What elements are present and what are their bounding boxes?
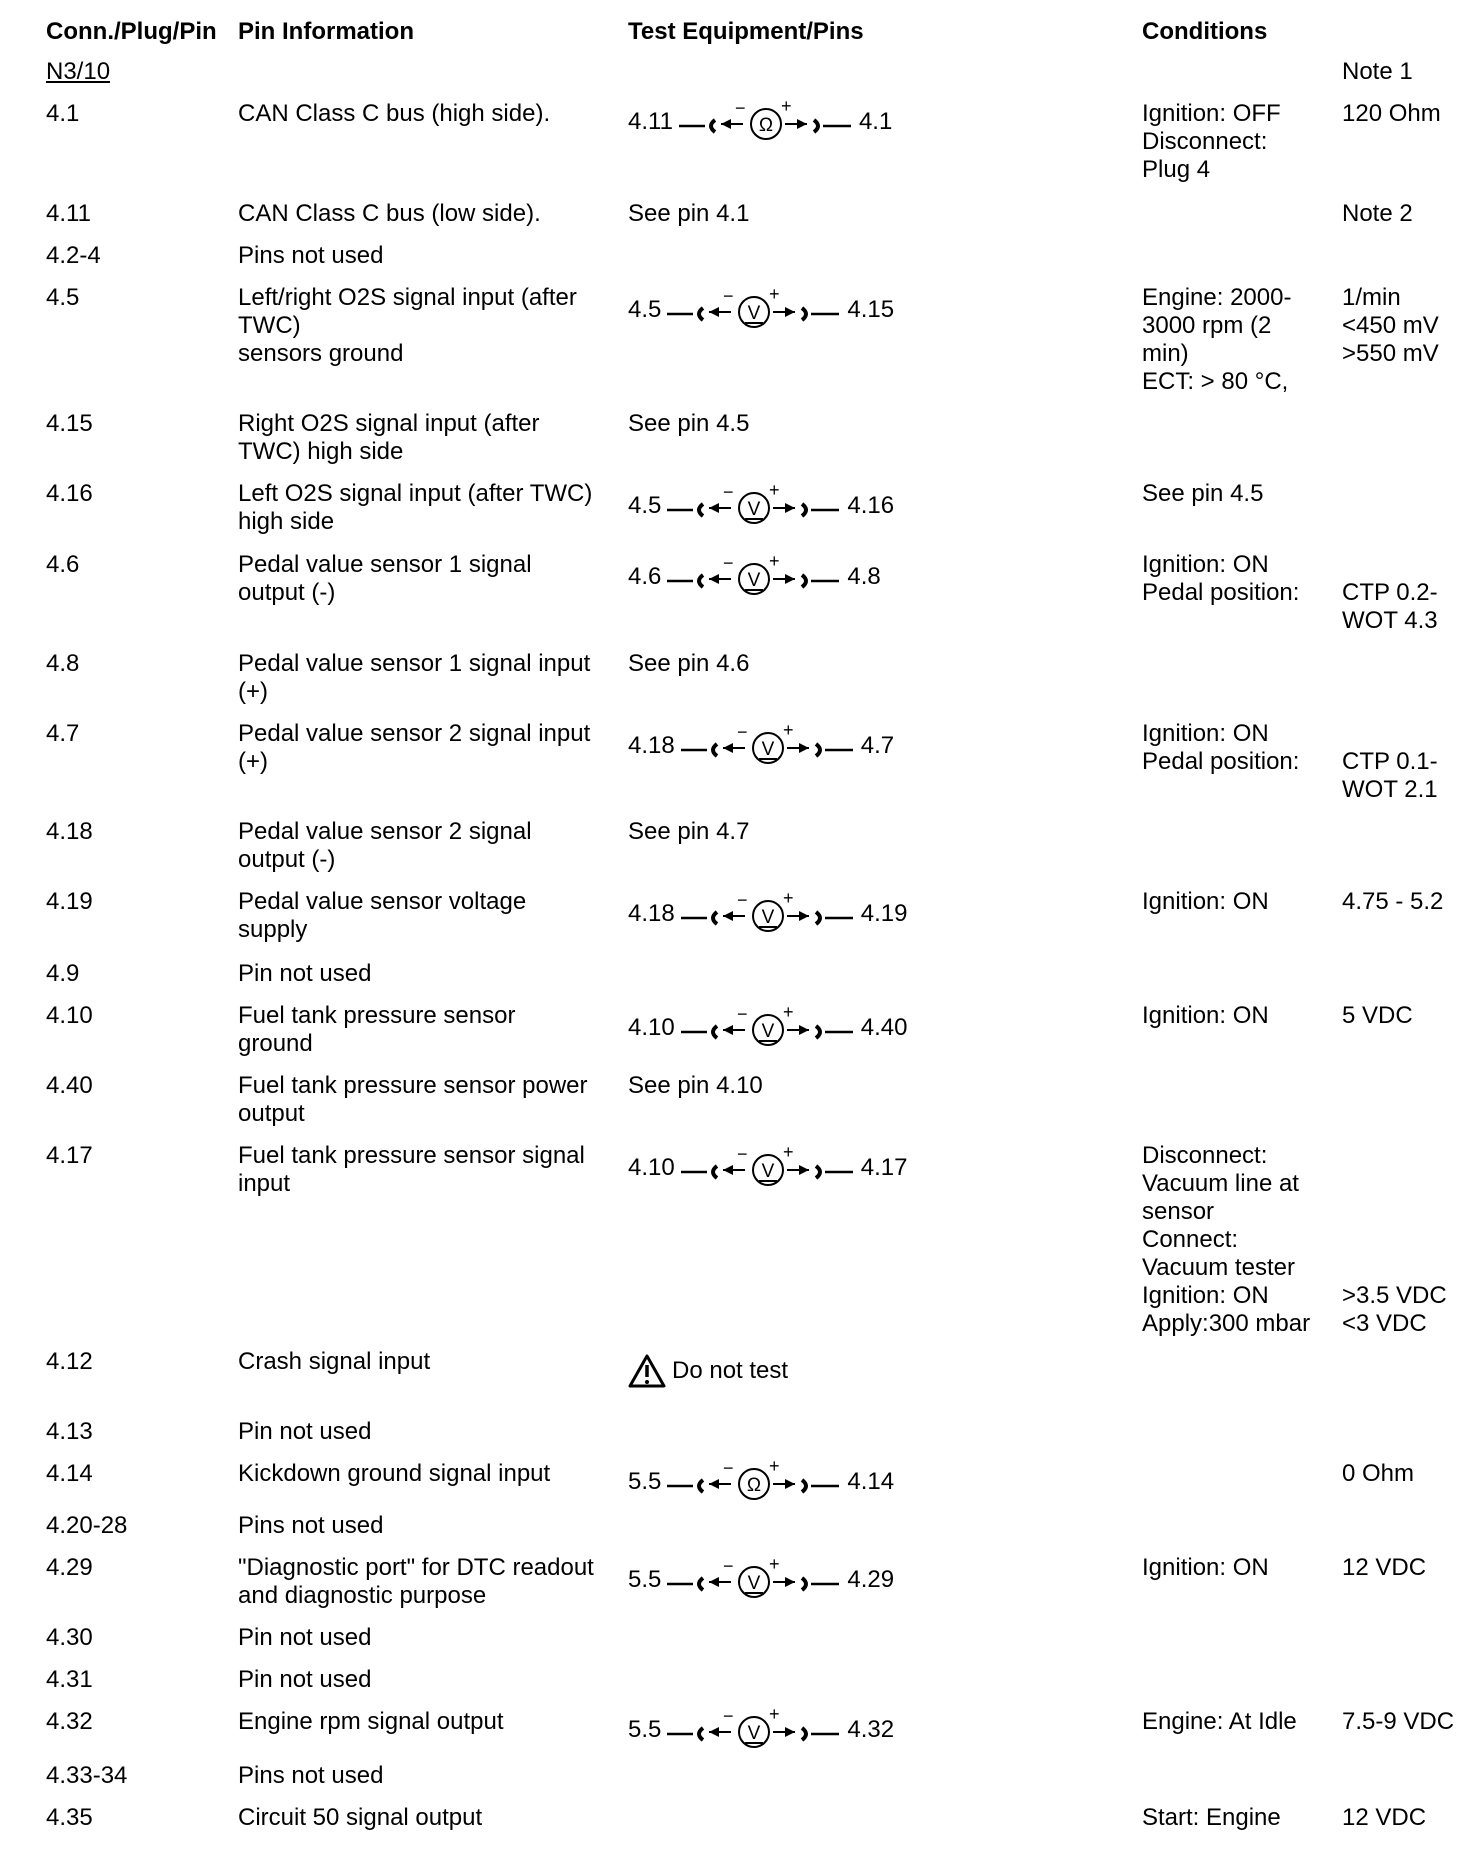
- pin-number: 4.18: [46, 818, 93, 845]
- test-meter-connection: [628, 892, 907, 936]
- meter-from-pin: 4.11: [628, 108, 673, 135]
- svg-text:−: −: [723, 555, 734, 573]
- test-conditions-line: Ignition: ON: [1142, 1002, 1269, 1029]
- pin-info: [238, 888, 526, 944]
- expected-value: [1342, 551, 1438, 635]
- meter-to-pin: 4.17: [860, 1154, 908, 1181]
- svg-text:+: +: [769, 288, 780, 304]
- expected-value-line: 7.5-9 VDC: [1342, 1708, 1455, 1735]
- test-conditions: [1142, 1708, 1297, 1736]
- test-conditions: [1142, 480, 1263, 508]
- meter-from-pin: 5.5: [628, 1716, 662, 1743]
- pin-info-line: "Diagnostic port" for DTC readout: [238, 1554, 594, 1581]
- pin-number: 4.7: [46, 720, 80, 747]
- pin-number: 4.13: [46, 1418, 93, 1445]
- pin-number: 4.33-34: [46, 1762, 128, 1789]
- pin-info: [238, 818, 532, 874]
- meter-from-pin: 4.6: [628, 563, 662, 590]
- pin-info-line: Pins not used: [238, 1762, 384, 1789]
- pin-info-line: Pin not used: [238, 1418, 372, 1445]
- voltmeter-icon: [679, 724, 857, 768]
- svg-text:+: +: [769, 555, 780, 571]
- test-meter-connection: [628, 1558, 894, 1602]
- svg-text:V: V: [761, 1161, 775, 1182]
- expected-value: [1342, 1804, 1426, 1832]
- test-conditions-line: sensor: [1142, 1198, 1215, 1225]
- expected-value: [1342, 720, 1438, 804]
- expected-value-line: <450 mV: [1342, 312, 1439, 339]
- pin-info: [238, 1804, 482, 1832]
- pin-number: 4.1: [46, 100, 80, 127]
- expected-value-line: <3 VDC: [1342, 1310, 1427, 1337]
- svg-text:+: +: [769, 1708, 780, 1724]
- meter-to-pin: 4.7: [860, 732, 895, 759]
- svg-text:−: −: [723, 1708, 734, 1726]
- test-conditions-line: Ignition: ON: [1142, 1554, 1269, 1581]
- svg-text:V: V: [761, 907, 775, 928]
- test-conditions: [1142, 720, 1299, 776]
- warning-icon: [628, 1354, 666, 1388]
- pin-info-line: Pins not used: [238, 1512, 384, 1539]
- test-meter-connection: [628, 555, 881, 599]
- pin-info: [238, 1708, 504, 1736]
- pin-info-line: CAN Class C bus (high side).: [238, 100, 551, 127]
- test-conditions-line: Ignition: OFF: [1142, 100, 1281, 127]
- meter-from-pin: 4.18: [628, 900, 675, 927]
- test-conditions-line: Pedal position:: [1142, 579, 1300, 606]
- pin-info: [238, 100, 550, 128]
- test-meter-connection: [628, 1146, 907, 1190]
- pin-number: 4.2-4: [46, 242, 101, 269]
- pin-number: 4.32: [46, 1708, 93, 1735]
- svg-text:Ω: Ω: [747, 1475, 762, 1496]
- test-conditions-line: Engine: 2000-: [1142, 284, 1292, 311]
- connector-label: N3/10: [46, 58, 111, 85]
- voltmeter-icon: [665, 1558, 843, 1602]
- pin-info-line: sensors ground: [238, 340, 404, 367]
- meter-to-pin: 4.40: [860, 1014, 908, 1041]
- test-conditions-line: Vacuum tester: [1142, 1254, 1295, 1281]
- svg-text:−: −: [736, 892, 748, 910]
- expected-value: [1342, 1708, 1454, 1736]
- meter-from-pin: 5.5: [628, 1566, 662, 1593]
- expected-value: [1342, 200, 1413, 228]
- meter-to-pin: 4.8: [847, 563, 881, 590]
- pin-info-line: output (-): [238, 579, 336, 606]
- expected-value-line: [1342, 1254, 1447, 1282]
- do-not-test-warning: [628, 1354, 788, 1388]
- column-header-test-equipment: Test Equipment/Pins: [628, 18, 864, 45]
- svg-text:−: −: [723, 484, 734, 502]
- expected-value-line: [1342, 551, 1438, 579]
- pin-info: [238, 1002, 515, 1058]
- test-conditions: [1142, 1554, 1269, 1582]
- test-meter-connection: [628, 484, 894, 528]
- test-conditions-line: Ignition: ON: [1142, 720, 1269, 747]
- test-meter-connection: [628, 1708, 894, 1752]
- test-conditions: [1142, 551, 1299, 607]
- pin-number: 4.5: [46, 284, 80, 311]
- svg-text:V: V: [748, 1573, 761, 1594]
- pin-info-line: Kickdown ground signal input: [238, 1460, 551, 1487]
- warning-text: Do not test: [672, 1357, 789, 1384]
- pin-info: [238, 960, 371, 988]
- test-conditions: [1142, 1142, 1310, 1338]
- test-conditions: [1142, 1804, 1281, 1832]
- svg-text:+: +: [782, 724, 794, 740]
- expected-value-line: [1342, 1142, 1447, 1170]
- equipment-reference: See pin 4.7: [628, 818, 750, 845]
- meter-from-pin: 4.10: [628, 1154, 675, 1181]
- expected-value: [1342, 284, 1439, 368]
- pin-info: [238, 1348, 430, 1376]
- pin-info: [238, 1418, 371, 1446]
- svg-text:Ω: Ω: [758, 115, 774, 136]
- pin-number: 4.8: [46, 650, 80, 677]
- pin-info: [238, 720, 590, 776]
- pin-info-line: Pin not used: [238, 1624, 372, 1651]
- expected-value-line: WOT 4.3: [1342, 607, 1438, 634]
- test-conditions-line: Start: Engine: [1142, 1804, 1281, 1831]
- pin-info-line: Crash signal input: [238, 1348, 431, 1375]
- test-conditions-line: Apply:300 mbar: [1142, 1310, 1311, 1337]
- voltmeter-icon: [665, 484, 843, 528]
- pin-info-line: TWC) high side: [238, 438, 404, 465]
- meter-to-pin: 4.15: [847, 296, 895, 323]
- pin-info-line: TWC): [238, 312, 301, 339]
- equipment-reference: See pin 4.1: [628, 200, 750, 227]
- svg-text:−: −: [723, 1460, 734, 1478]
- pin-info-line: Pins not used: [238, 242, 384, 269]
- voltmeter-icon: [665, 288, 843, 332]
- svg-text:V: V: [748, 1723, 761, 1744]
- test-conditions-line: 3000 rpm (2: [1142, 312, 1272, 339]
- expected-value-line: [1342, 1170, 1447, 1198]
- svg-text:V: V: [748, 499, 761, 520]
- test-conditions-line: Plug 4: [1142, 156, 1211, 183]
- column-header-pin: Conn./Plug/Pin: [46, 18, 217, 45]
- expected-value: [1342, 888, 1443, 916]
- pin-info-line: output: [238, 1100, 305, 1127]
- svg-text:V: V: [761, 1021, 775, 1042]
- test-meter-connection: [628, 1460, 894, 1504]
- pin-number: 4.15: [46, 410, 93, 437]
- pin-number: 4.16: [46, 480, 93, 507]
- expected-value: [1342, 1554, 1426, 1582]
- pin-info-line: supply: [238, 916, 308, 943]
- meter-to-pin: 4.1: [858, 108, 893, 135]
- pin-info-line: Pin not used: [238, 960, 372, 987]
- pin-info: [238, 480, 592, 536]
- pin-info: [238, 1554, 594, 1610]
- test-conditions: [1142, 1002, 1269, 1030]
- expected-value-line: 1/min: [1342, 284, 1401, 311]
- pin-info-line: Pedal value sensor 2 signal: [238, 818, 532, 845]
- svg-text:−: −: [736, 724, 748, 742]
- expected-value-line: 5 VDC: [1342, 1002, 1413, 1029]
- test-conditions-line: ECT: > 80 °C,: [1142, 368, 1289, 395]
- pin-info: [238, 410, 540, 466]
- expected-value-line: [1342, 1226, 1447, 1254]
- meter-from-pin: 4.5: [628, 296, 662, 323]
- test-conditions: [1142, 888, 1269, 916]
- pin-number: 4.20-28: [46, 1512, 128, 1539]
- svg-text:−: −: [723, 288, 734, 306]
- voltmeter-icon: [679, 892, 857, 936]
- meter-to-pin: 4.32: [847, 1716, 895, 1743]
- svg-text:−: −: [723, 1558, 734, 1576]
- svg-text:V: V: [761, 739, 775, 760]
- pin-info: [238, 650, 590, 706]
- test-conditions-line: Ignition: ON: [1142, 888, 1269, 915]
- expected-value-line: 12 VDC: [1342, 1554, 1427, 1581]
- meter-to-pin: 4.14: [847, 1468, 895, 1495]
- test-conditions-line: Vacuum line at: [1142, 1170, 1299, 1197]
- pin-info-line: output (-): [238, 846, 336, 873]
- pin-info-line: Fuel tank pressure sensor signal: [238, 1142, 585, 1169]
- svg-text:+: +: [769, 484, 780, 500]
- expected-value-line: WOT 2.1: [1342, 776, 1438, 803]
- pin-info-line: Right O2S signal input (after: [238, 410, 540, 437]
- meter-from-pin: 4.10: [628, 1014, 675, 1041]
- pin-number: 4.29: [46, 1554, 93, 1581]
- expected-value-line: 120 Ohm: [1342, 100, 1441, 127]
- pin-number: 4.9: [46, 960, 80, 987]
- pin-info: [238, 1142, 585, 1198]
- pin-info-line: Pedal value sensor 1 signal input: [238, 650, 591, 677]
- expected-value-line: 4.75 - 5.2: [1342, 888, 1444, 915]
- pin-info: [238, 1666, 371, 1694]
- test-conditions-line: Disconnect:: [1142, 1142, 1268, 1169]
- pin-info-line: Pin not used: [238, 1666, 372, 1693]
- svg-text:+: +: [782, 1146, 794, 1162]
- pin-number: 4.14: [46, 1460, 93, 1487]
- pin-number: 4.6: [46, 551, 80, 578]
- expected-value-line: [1342, 1198, 1447, 1226]
- test-conditions-line: Disconnect:: [1142, 128, 1268, 155]
- svg-text:V: V: [748, 303, 761, 324]
- pin-number: 4.11: [46, 200, 91, 227]
- pin-number: 4.17: [46, 1142, 93, 1169]
- svg-text:+: +: [782, 892, 794, 908]
- svg-text:V: V: [748, 570, 761, 591]
- meter-to-pin: 4.29: [847, 1566, 895, 1593]
- meter-to-pin: 4.16: [847, 492, 895, 519]
- column-header-conditions: Conditions: [1142, 18, 1268, 45]
- svg-text:−: −: [734, 100, 746, 118]
- voltmeter-icon: [665, 555, 843, 599]
- expected-value-line: 12 VDC: [1342, 1804, 1427, 1831]
- voltmeter-icon: [665, 1708, 843, 1752]
- voltmeter-icon: [679, 1146, 857, 1190]
- pin-info: [238, 1512, 383, 1540]
- pin-number: 4.10: [46, 1002, 93, 1029]
- expected-value-line: Note 2: [1342, 200, 1413, 227]
- pin-info-line: Engine rpm signal output: [238, 1708, 504, 1735]
- svg-text:−: −: [736, 1006, 748, 1024]
- equipment-reference: See pin 4.5: [628, 410, 750, 437]
- pin-info-line: Pedal value sensor 2 signal input: [238, 720, 591, 747]
- pin-info-line: input: [238, 1170, 291, 1197]
- pin-info-line: Left O2S signal input (after TWC): [238, 480, 593, 507]
- pin-info-line: Circuit 50 signal output: [238, 1804, 483, 1831]
- meter-from-pin: 4.18: [628, 732, 675, 759]
- svg-text:−: −: [736, 1146, 748, 1164]
- test-conditions-line: Connect:: [1142, 1226, 1239, 1253]
- pin-info: [238, 1762, 383, 1790]
- voltmeter-icon: [679, 1006, 857, 1050]
- pin-number: 4.12: [46, 1348, 93, 1375]
- test-conditions-line: Ignition: ON: [1142, 551, 1269, 578]
- svg-text:+: +: [780, 100, 792, 116]
- ohmmeter-icon: [677, 100, 855, 144]
- test-meter-connection: [628, 288, 894, 332]
- expected-value: [1342, 1002, 1413, 1030]
- pin-info-line: ground: [238, 1030, 313, 1057]
- expected-value-line: CTP 0.1-: [1342, 748, 1438, 775]
- expected-value-line: 0 Ohm: [1342, 1460, 1415, 1487]
- meter-from-pin: 5.5: [628, 1468, 662, 1495]
- pin-info: [238, 551, 532, 607]
- expected-value: [1342, 1142, 1447, 1338]
- pin-info: [238, 200, 541, 228]
- test-conditions-line: Engine: At Idle: [1142, 1708, 1297, 1735]
- pin-number: 4.35: [46, 1804, 93, 1831]
- equipment-reference: See pin 4.6: [628, 650, 750, 677]
- pin-info: [238, 1072, 588, 1128]
- pin-info-line: and diagnostic purpose: [238, 1582, 487, 1609]
- meter-from-pin: 4.5: [628, 492, 662, 519]
- pin-number: 4.19: [46, 888, 93, 915]
- pin-info-line: Fuel tank pressure sensor: [238, 1002, 516, 1029]
- expected-value-line: >550 mV: [1342, 340, 1439, 367]
- pin-info: [238, 1460, 550, 1488]
- expected-value-line: CTP 0.2-: [1342, 579, 1438, 606]
- pin-number: 4.40: [46, 1072, 93, 1099]
- pin-info-line: (+): [238, 748, 268, 775]
- pin-info-line: Left/right O2S signal input (after: [238, 284, 577, 311]
- pin-info-line: (+): [238, 678, 268, 705]
- pin-info-line: high side: [238, 508, 335, 535]
- meter-to-pin: 4.19: [860, 900, 908, 927]
- test-meter-connection: [628, 1006, 907, 1050]
- pin-info: [238, 242, 383, 270]
- pin-info-line: Pedal value sensor 1 signal: [238, 551, 532, 578]
- expected-value-line: >3.5 VDC: [1342, 1282, 1447, 1309]
- test-conditions: [1142, 100, 1281, 184]
- pin-number: 4.31: [46, 1666, 93, 1693]
- pin-number: 4.30: [46, 1624, 93, 1651]
- pin-info-line: Fuel tank pressure sensor power: [238, 1072, 588, 1099]
- ohmmeter-icon: [665, 1460, 843, 1504]
- test-meter-connection: [628, 100, 892, 144]
- test-conditions-line: Ignition: ON: [1142, 1282, 1269, 1309]
- column-header-pin-info: Pin Information: [238, 18, 414, 45]
- pin-info-line: CAN Class C bus (low side).: [238, 200, 541, 227]
- pin-info-line: Pedal value sensor voltage: [238, 888, 527, 915]
- test-conditions-line: min): [1142, 340, 1189, 367]
- expected-value: [1342, 1460, 1414, 1488]
- pin-info: [238, 1624, 371, 1652]
- svg-text:+: +: [782, 1006, 794, 1022]
- svg-text:+: +: [769, 1460, 780, 1476]
- expected-value: [1342, 100, 1441, 128]
- test-conditions: [1142, 284, 1291, 396]
- pin-info: [238, 284, 577, 368]
- svg-text:+: +: [769, 1558, 780, 1574]
- expected-value-line: [1342, 720, 1438, 748]
- note-1: Note 1: [1342, 58, 1413, 85]
- test-conditions-line: Pedal position:: [1142, 748, 1300, 775]
- test-meter-connection: [628, 724, 894, 768]
- test-conditions-line: See pin 4.5: [1142, 480, 1264, 507]
- equipment-reference: See pin 4.10: [628, 1072, 763, 1099]
